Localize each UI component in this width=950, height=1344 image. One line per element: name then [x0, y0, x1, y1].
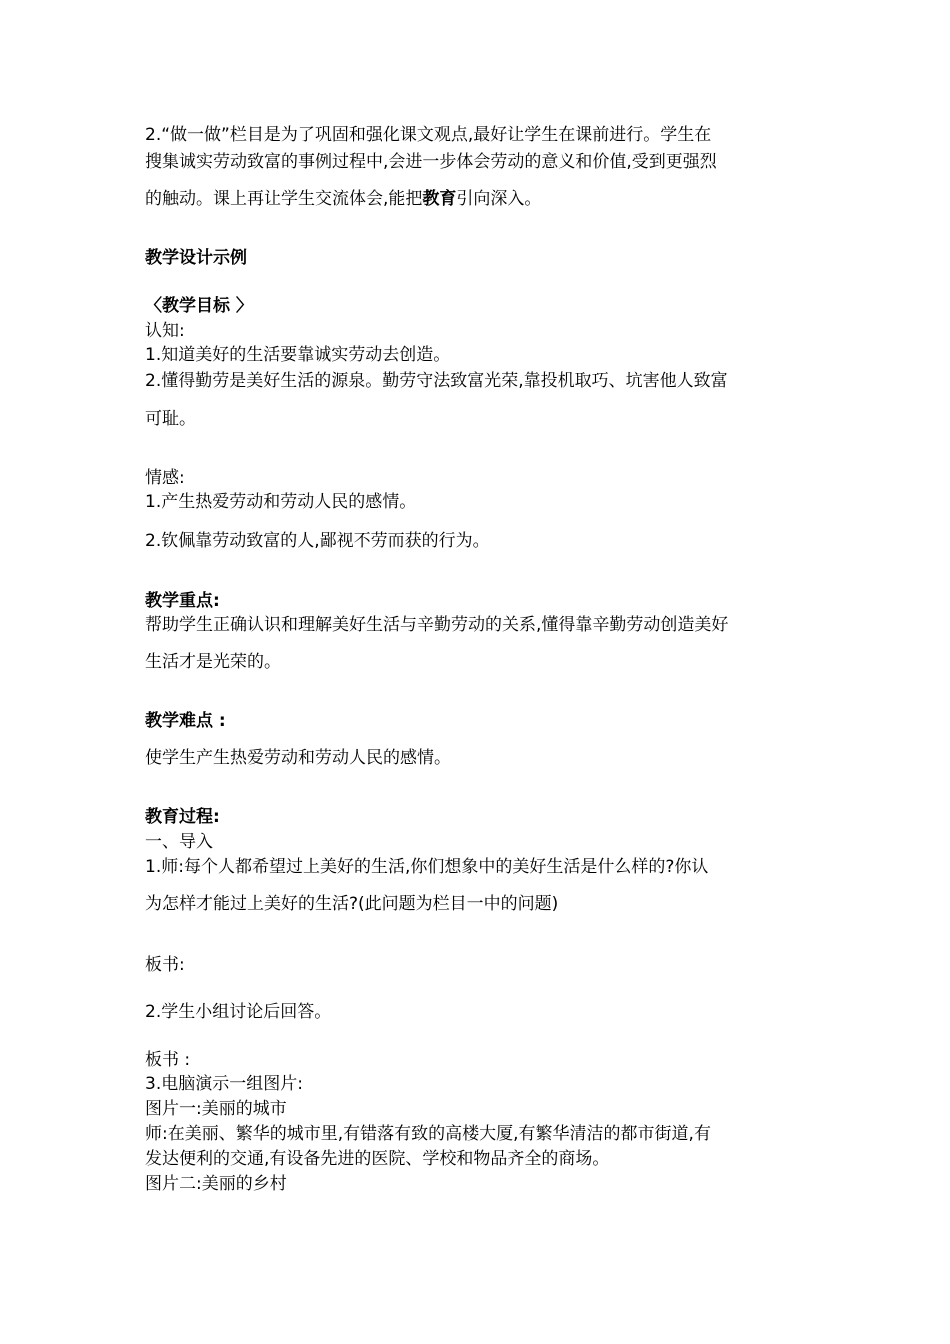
list-item-continued: 可耻。: [145, 409, 196, 429]
paragraph-line: 搜集诚实劳动致富的事例过程中,会进一步体会劳动的意义和价值,受到更强烈: [145, 152, 717, 172]
paragraph-line: 图片二:美丽的乡村: [145, 1174, 287, 1194]
paragraph-line: 使学生产生热爱劳动和劳动人民的感情。: [145, 748, 451, 768]
paragraph-line: 帮助学生正确认识和理解美好生活与辛勤劳动的关系,懂得靠辛勤劳动创造美好: [145, 615, 729, 635]
paragraph-line: [145, 188, 815, 210]
paragraph-text: 引向深入。: [456, 189, 542, 209]
key-points-heading: 教学重点:: [145, 591, 220, 611]
board-label: 板书 :: [145, 1050, 191, 1070]
paragraph-line: 为怎样才能过上美好的生活?(此问题为栏目一中的问题): [145, 894, 559, 914]
list-item: 1.产生热爱劳动和劳动人民的感情。: [145, 492, 417, 512]
paragraph-line: 2.学生小组讨论后回答。: [145, 1002, 332, 1022]
paragraph-line: 发达便利的交通,有设备先进的医院、学校和物品齐全的商场。: [145, 1149, 610, 1169]
paragraph-line: 生活才是光荣的。: [145, 652, 281, 672]
objectives-heading: 〈教学目标 〉: [145, 296, 253, 316]
paragraph-text: 的触动。课上再让学生交流体会,能把: [145, 189, 423, 209]
paragraph-line: 3.电脑演示一组图片:: [145, 1074, 303, 1094]
list-item: 2.懂得勤劳是美好生活的源泉。勤劳守法致富光荣,靠投机取巧、坑害他人致富: [145, 371, 728, 391]
board-label: 板书:: [145, 955, 185, 975]
paragraph-line: 图片一:美丽的城市: [145, 1099, 287, 1119]
emotion-label: 情感:: [145, 468, 185, 488]
bold-keyword: 教育: [422, 189, 457, 209]
paragraph-line: 师:在美丽、繁华的城市里,有错落有致的高楼大厦,有繁华清洁的都市街道,有: [145, 1124, 711, 1144]
difficulty-heading: 教学难点 :: [145, 711, 226, 731]
cognition-label: 认知:: [145, 321, 185, 341]
paragraph-line: 1.师:每个人都希望过上美好的生活,你们想象中的美好生活是什么样的?你认: [145, 857, 709, 877]
subsection-label: 一、导入: [145, 832, 213, 852]
list-item: 2.钦佩靠劳动致富的人,鄙视不劳而获的行为。: [145, 531, 490, 551]
section-title: 教学设计示例: [145, 248, 247, 268]
list-item: 1.知道美好的生活要靠诚实劳动去创造。: [145, 345, 451, 365]
paragraph-line: 2.“做一做”栏目是为了巩固和强化课文观点,最好让学生在课前进行。学生在: [145, 125, 712, 145]
process-heading: 教育过程:: [145, 807, 220, 827]
